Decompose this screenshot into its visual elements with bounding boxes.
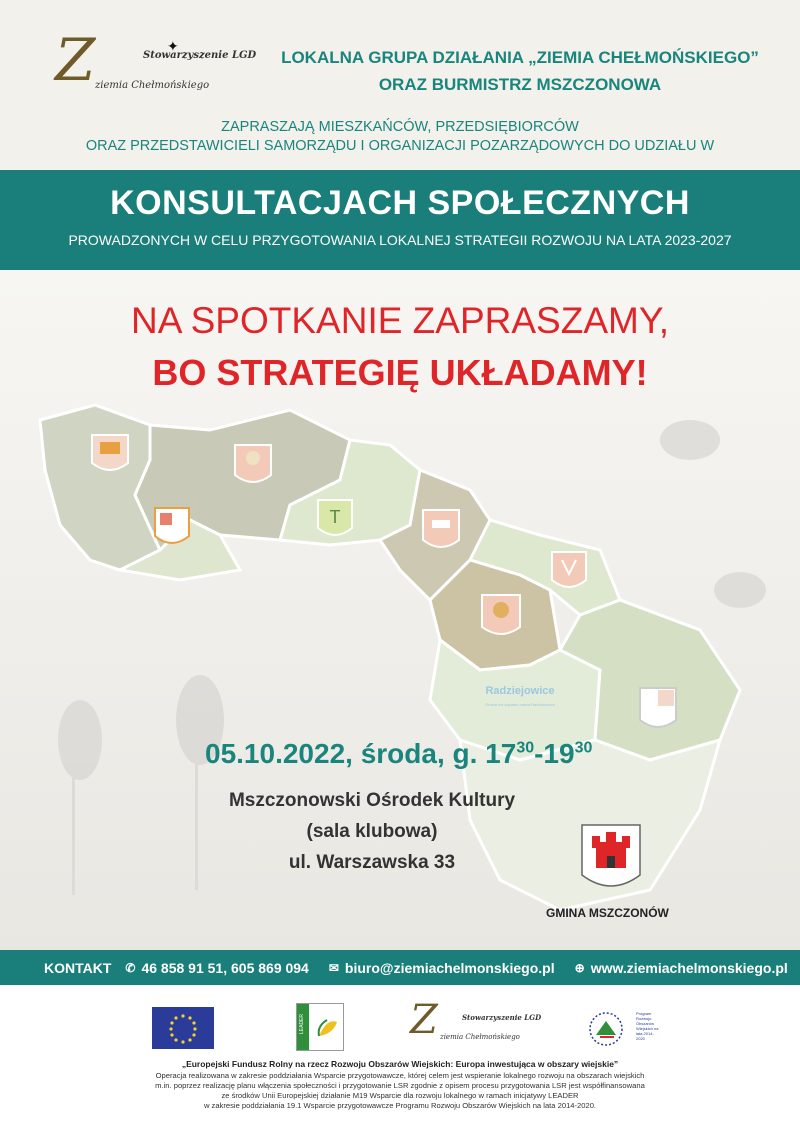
mail-icon: ✉ — [328, 960, 339, 975]
contact-email[interactable]: ✉ biuro@ziemiachelmonskiego.pl — [328, 959, 555, 976]
slogan-line2: BO STRATEGIĘ UKŁADAMY! — [152, 352, 648, 393]
prow-text: Program Rozwoju Obszarów Wiejskich na lata 2014-2020 — [636, 1011, 659, 1041]
organizers: LOKALNA GRUPA DZIAŁANIA „ZIEMIA CHEŁMOŃSKIEGO” ORAZ BURMISTRZ MSZCZONOWA — [281, 48, 759, 94]
gmina-label: GMINA MSZCZONÓW — [546, 906, 669, 920]
map-center-label: Radziejowice — [485, 685, 555, 697]
invitation-text: ZAPRASZAJĄ MIESZKAŃCÓW, PRZEDSIĘBIORCÓW ORAZ PRZEDSTAWICIELI SAMORZĄDU I ORGANIZACJI POZARZĄDOWYCH DO UDZIAŁU W — [85, 119, 715, 154]
svg-text:T: T — [329, 507, 341, 527]
coat-of-arms-icon — [318, 500, 352, 535]
coat-of-arms-icon — [235, 445, 271, 482]
eu-flag-icon — [152, 1007, 214, 1049]
mszczonow-coat-of-arms-icon — [582, 825, 640, 886]
coat-of-arms-icon — [155, 508, 189, 543]
lgd-footer-logo: Z Stowarzyszenie LGD ziemia Chełmońskiego — [410, 997, 542, 1043]
footer — [0, 985, 800, 1132]
header — [0, 0, 800, 170]
coat-of-arms-icon — [423, 510, 459, 547]
leader-logo — [296, 1003, 344, 1051]
coat-of-arms-icon — [482, 595, 520, 634]
coat-of-arms-icon — [552, 552, 586, 587]
stork-icon: ✦ — [167, 38, 179, 54]
page-title: KONSULTACJACH SPOŁECZNYCH — [110, 184, 690, 222]
event-venue: Mszczonowski Ośrodek Kultury (sala klubowa) ul. Warszawska 33 — [228, 790, 516, 873]
coat-of-arms-icon — [92, 435, 128, 470]
contact-label: KONTAKT — [44, 959, 112, 976]
map-center-sublabel: Gmina nie sąsiadu nasza Radziejowice — [485, 702, 555, 707]
phone-icon: ✆ — [125, 960, 136, 975]
svg-text:LEADER: LEADER — [299, 1013, 305, 1034]
contact-bar — [0, 950, 800, 985]
fund-line: „Europejski Fundusz Rolny na rzecz Rozwoju Obszarów Wiejskich: Europa inwestująca w obszary wiejskie” — [181, 1059, 619, 1069]
lgd-logo: Z ✦ Stowarzyszenie LGD ziemia Chełmońskiego — [55, 26, 257, 94]
contact-website[interactable]: ⊕ www.ziemiachelmonskiego.pl — [574, 959, 788, 976]
title-band — [0, 170, 800, 270]
globe-icon: ⊕ — [574, 960, 585, 975]
funding-note: Operacja realizowana w zakresie poddziałania Wsparcie przygotowawcze, której celem jest wspieranie lokalnego rozwoju na obszarach wiejskich m.in. poprzez realizację planu włączenia społeczności i przygotowanie LSR zgodnie z opisem procesu przygotowania LSR jest współfinansowana ze środków Unii Europejskiej działanie M19 Wsparcie dla rozwoju lokalnego w ramach inicjatywy LEADER w zakresie poddziałania 19.1 Wsparcie przygotowawcze Programu Rozwoju Obszarów Wiejskich na lata 2014-2020. — [155, 1071, 645, 1110]
coat-of-arms-icon — [640, 688, 676, 727]
page-subtitle: PROWADZONYCH W CELU PRZYGOTOWANIA LOKALNEJ STRATEGII ROZWOJU NA LATA 2023-2027 — [68, 232, 732, 248]
event-date: 05.10.2022, środa, g. $17^{30}-19^{30}$ — [205, 738, 593, 769]
slogan-line1: NA SPOTKANIE ZAPRASZAMY, — [130, 300, 670, 341]
contact-phone[interactable]: ✆ 46 858 91 51, 605 869 094 — [125, 959, 309, 976]
